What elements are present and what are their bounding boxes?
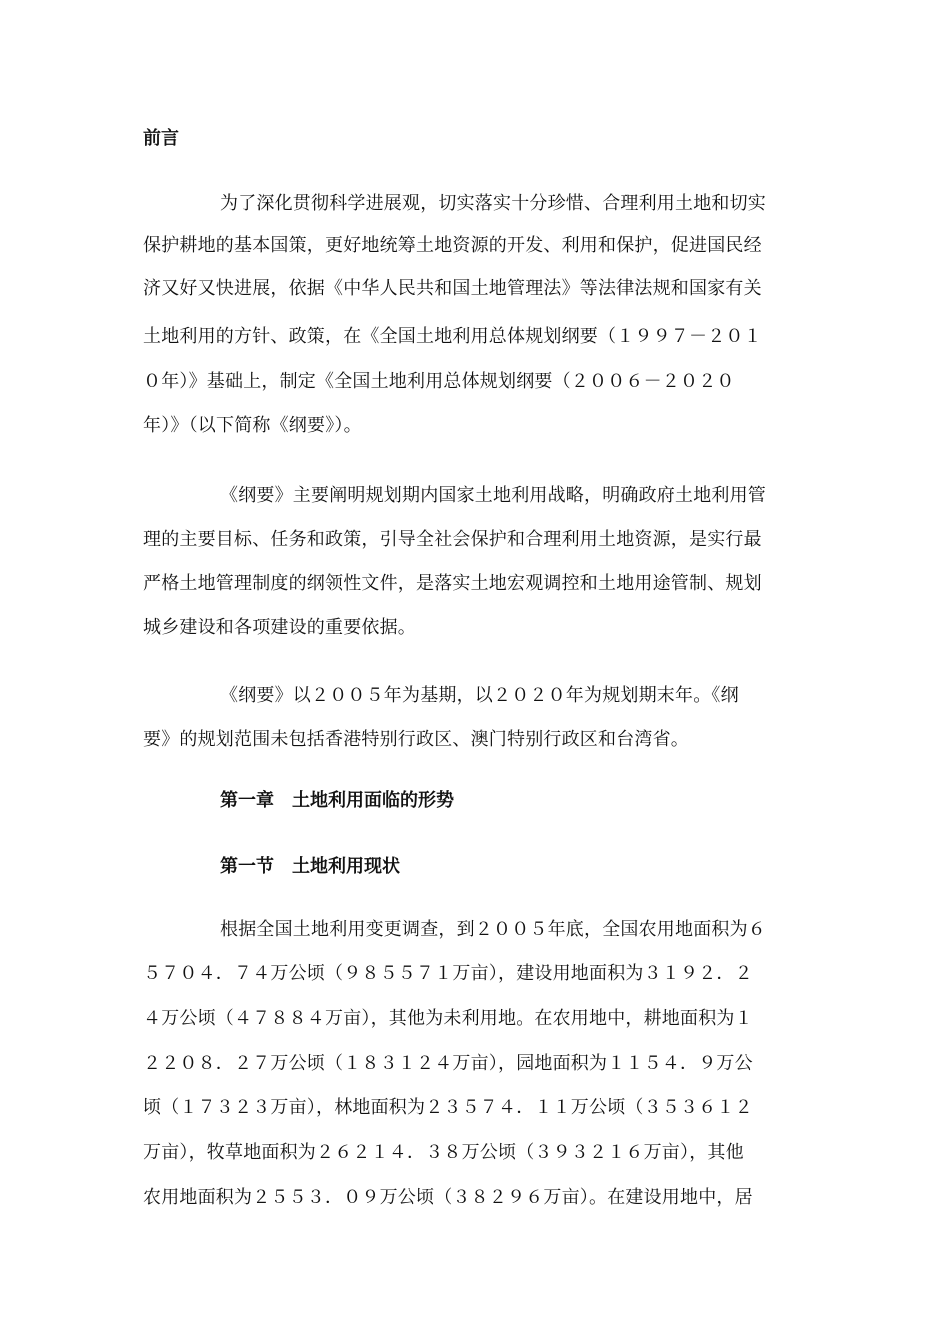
- text-line: 土地利用的方针、政策，在《全国土地利用总体规划纲要（１９９７－２０１: [143, 326, 762, 347]
- text-line: 万亩），牧草地面积为２６２１４．３８万公顷（３９３２１６万亩），其他: [143, 1142, 744, 1163]
- text-line: 顷（１７３２３万亩），林地面积为２３５７４．１１万公顷（３５３６１２: [143, 1097, 753, 1118]
- text-line: 要》的规划范围未包括香港特别行政区、澳门特别行政区和台湾省。: [143, 729, 689, 750]
- text-line: 严格土地管理制度的纲领性文件，是落实土地宏观调控和土地用途管制、规划: [143, 573, 762, 594]
- text-line: ５７０４．７４万公顷（９８５５７１万亩），建设用地面积为３１９２．２: [143, 963, 753, 984]
- text-line: ４万公顷（４７８８４万亩），其他为未利用地。在农用地中，耕地面积为１: [143, 1008, 753, 1029]
- section-title: 第一节 土地利用现状: [220, 856, 400, 877]
- text-line: 《纲要》以２００５年为基期，以２０２０年为规划期末年。《纲: [220, 685, 739, 706]
- text-line: 城乡建设和各项建设的重要依据。: [143, 617, 416, 638]
- text-line: 为了深化贯彻科学进展观，切实落实十分珍惜、合理利用土地和切实: [220, 193, 766, 214]
- text-line: ０年）》基础上，制定《全国土地利用总体规划纲要（２００６－２０２０: [143, 371, 735, 392]
- text-line: 保护耕地的基本国策，更好地统筹土地资源的开发、利用和保护，促进国民经: [143, 235, 762, 256]
- text-line: 农用地面积为２５５３．０９万公顷（３８２９６万亩）。在建设用地中，居: [143, 1187, 753, 1208]
- text-line: 理的主要目标、任务和政策，引导全社会保护和合理利用土地资源，是实行最: [143, 529, 762, 550]
- text-line: 济又好又快进展，依据《中华人民共和国土地管理法》等法律法规和国家有关: [143, 278, 762, 299]
- preface-title: 前言: [143, 128, 179, 149]
- chapter-title: 第一章 土地利用面临的形势: [220, 790, 454, 811]
- text-line: ２２０８．２７万公顷（１８３１２４万亩），园地面积为１１５４．９万公: [143, 1053, 753, 1074]
- text-line: 根据全国土地利用变更调查，到２００５年底，全国农用地面积为６: [220, 919, 766, 940]
- text-line: 《纲要》主要阐明规划期内国家土地利用战略，明确政府土地利用管: [220, 485, 766, 506]
- text-line: 年）》（以下简称《纲要》）。: [143, 415, 362, 436]
